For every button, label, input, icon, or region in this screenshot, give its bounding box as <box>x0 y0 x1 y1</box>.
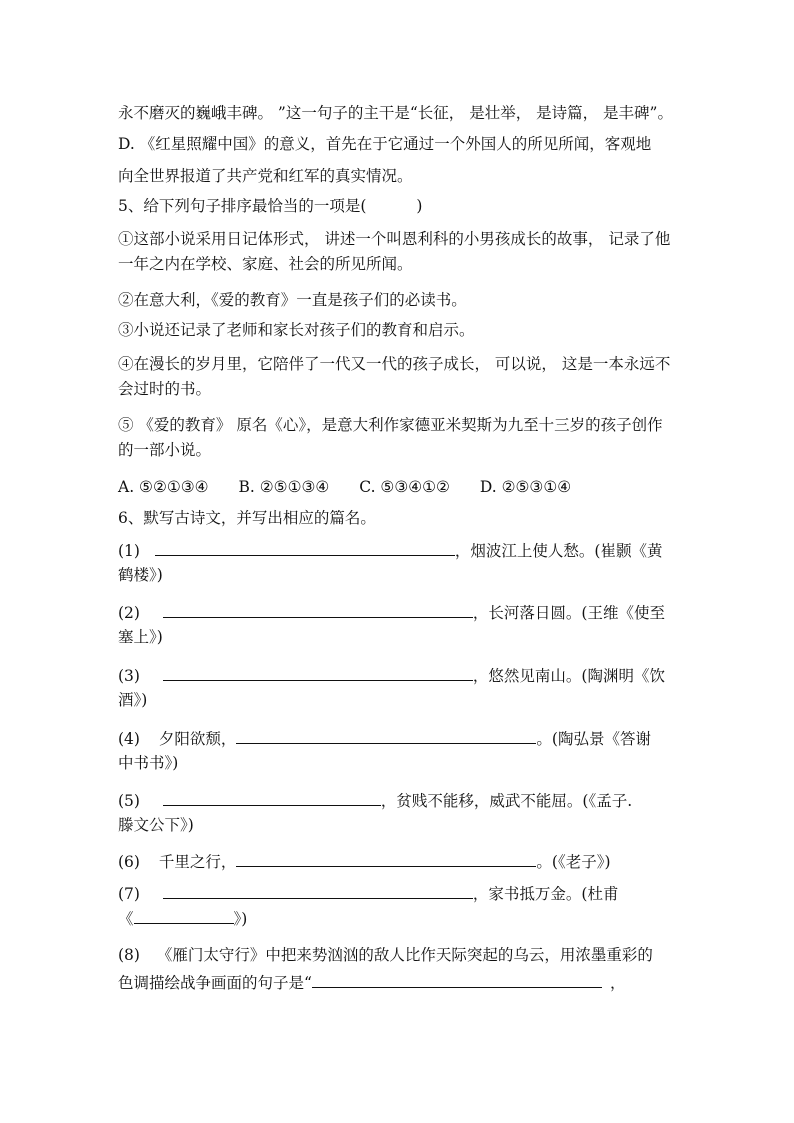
q6-item-2-cont: 塞上》) <box>118 628 163 646</box>
answer-blank[interactable] <box>155 540 455 556</box>
item-text: 《雁门太守行》中把来势汹汹的敌人比作天际突起的乌云，用浓墨重彩的 <box>156 946 653 964</box>
q6-item-4 <box>118 728 678 748</box>
q4-text-line: 永不磨灭的巍峨丰碑。 ”这一句子的主干是“长征， 是壮举， 是诗篇， 是丰碑”。 <box>118 104 673 122</box>
item-text: 千里之行， <box>158 853 237 871</box>
item-text: ，长河落日圆。(王维《使至 <box>472 604 665 622</box>
q6-item-2 <box>118 602 678 622</box>
item-text: ， <box>609 974 626 992</box>
q5-option-a[interactable]: A. ⑤②①③④ <box>118 478 209 496</box>
q5-sentence-5: ⑤ 《爱的教育》 原名《心》，是意大利作家德亚米契斯为九至十三岁的孩子创作 <box>118 416 663 434</box>
answer-blank[interactable] <box>312 972 602 988</box>
item-number: (1) <box>118 542 140 560</box>
item-text: ，贫贱不能移，威武不能屈。(《孟子. <box>380 792 633 810</box>
q6-item-8-cont <box>118 972 678 992</box>
q6-item-7 <box>118 883 678 903</box>
item-number: (5) <box>118 792 140 810</box>
item-number: (8) <box>118 946 140 964</box>
item-number: (4) <box>118 730 140 748</box>
title-blank[interactable] <box>134 908 234 924</box>
q6-item-7-cont <box>118 908 678 928</box>
q6-item-3 <box>118 665 678 685</box>
answer-blank[interactable] <box>163 665 473 681</box>
item-text: ，烟波江上使人愁。(崔颢《黄 <box>454 542 663 560</box>
answer-blank[interactable] <box>163 790 381 806</box>
answer-blank[interactable] <box>236 851 536 867</box>
q6-item-1 <box>118 540 678 560</box>
q5-stem-text: 5、给下列句子排序最恰当的一项是( <box>118 197 367 215</box>
item-text: 。(陶弘景《答谢 <box>536 730 651 748</box>
q5-sentence-4: ④在漫长的岁月里，它陪伴了一代又一代的孩子成长， 可以说， 这是一本永远不 <box>118 355 671 373</box>
item-text: ，悠然见南山。(陶渊明《饮 <box>472 667 665 685</box>
q6-item-1-cont: 鹤楼》) <box>118 566 163 584</box>
q6-item-5 <box>118 790 678 810</box>
item-text: 色调描绘战争画面的句子是“ <box>118 974 312 992</box>
q5-options <box>118 477 678 497</box>
q6-item-4-cont: 中书书》) <box>118 754 179 772</box>
q5-option-d[interactable]: D. ②⑤③①④ <box>479 478 572 496</box>
q5-sentence-1-cont: 一年之内在学校、家庭、社会的所见所闻。 <box>118 255 413 273</box>
q6-item-3-cont: 酒》) <box>118 691 148 709</box>
q5-sentence-1: ①这部小说采用日记体形式， 讲述一个叫恩利科的小男孩成长的故事， 记录了他 <box>118 230 671 248</box>
item-text: 《 <box>118 910 134 928</box>
item-number: (6) <box>118 853 140 871</box>
item-text: ，家书抵万金。(杜甫 <box>472 885 619 903</box>
q6-stem: 6、默写古诗文，并写出相应的篇名。 <box>118 509 376 527</box>
q6-item-6 <box>118 851 678 871</box>
answer-blank[interactable] <box>163 602 473 618</box>
q6-item-8 <box>118 945 678 965</box>
q5-option-c[interactable]: C. ⑤③④①② <box>359 478 450 496</box>
item-text: 。(《老子》) <box>536 853 611 871</box>
answer-blank[interactable] <box>163 883 473 899</box>
q5-sentence-2: ②在意大利，《爱的教育》一直是孩子们的必读书。 <box>118 291 467 309</box>
q6-item-5-cont: 滕文公下》) <box>118 816 194 834</box>
item-number: (2) <box>118 604 140 622</box>
q5-sentence-3: ③小说还记录了老师和家长对孩子们的教育和启示。 <box>118 321 475 339</box>
q4-option-d-line: D. 《红星照耀中国》的意义，首先在于它通过一个外国人的所见所闻，客观地 <box>118 135 652 153</box>
q5-option-b[interactable]: B. ②⑤①③④ <box>238 478 330 496</box>
q5-stem-close: ) <box>416 197 423 215</box>
q5-sentence-5-cont: 的一部小说。 <box>118 441 212 459</box>
item-number: (3) <box>118 667 140 685</box>
q5-stem <box>118 196 678 216</box>
item-text: 夕阳欲颓， <box>158 730 237 748</box>
item-text: 》) <box>233 910 248 928</box>
q4-option-d-line: 向全世界报道了共产党和红军的真实情况。 <box>118 167 413 185</box>
q5-sentence-4-cont: 会过时的书。 <box>118 380 212 398</box>
answer-blank[interactable] <box>236 728 536 744</box>
item-number: (7) <box>118 885 140 903</box>
